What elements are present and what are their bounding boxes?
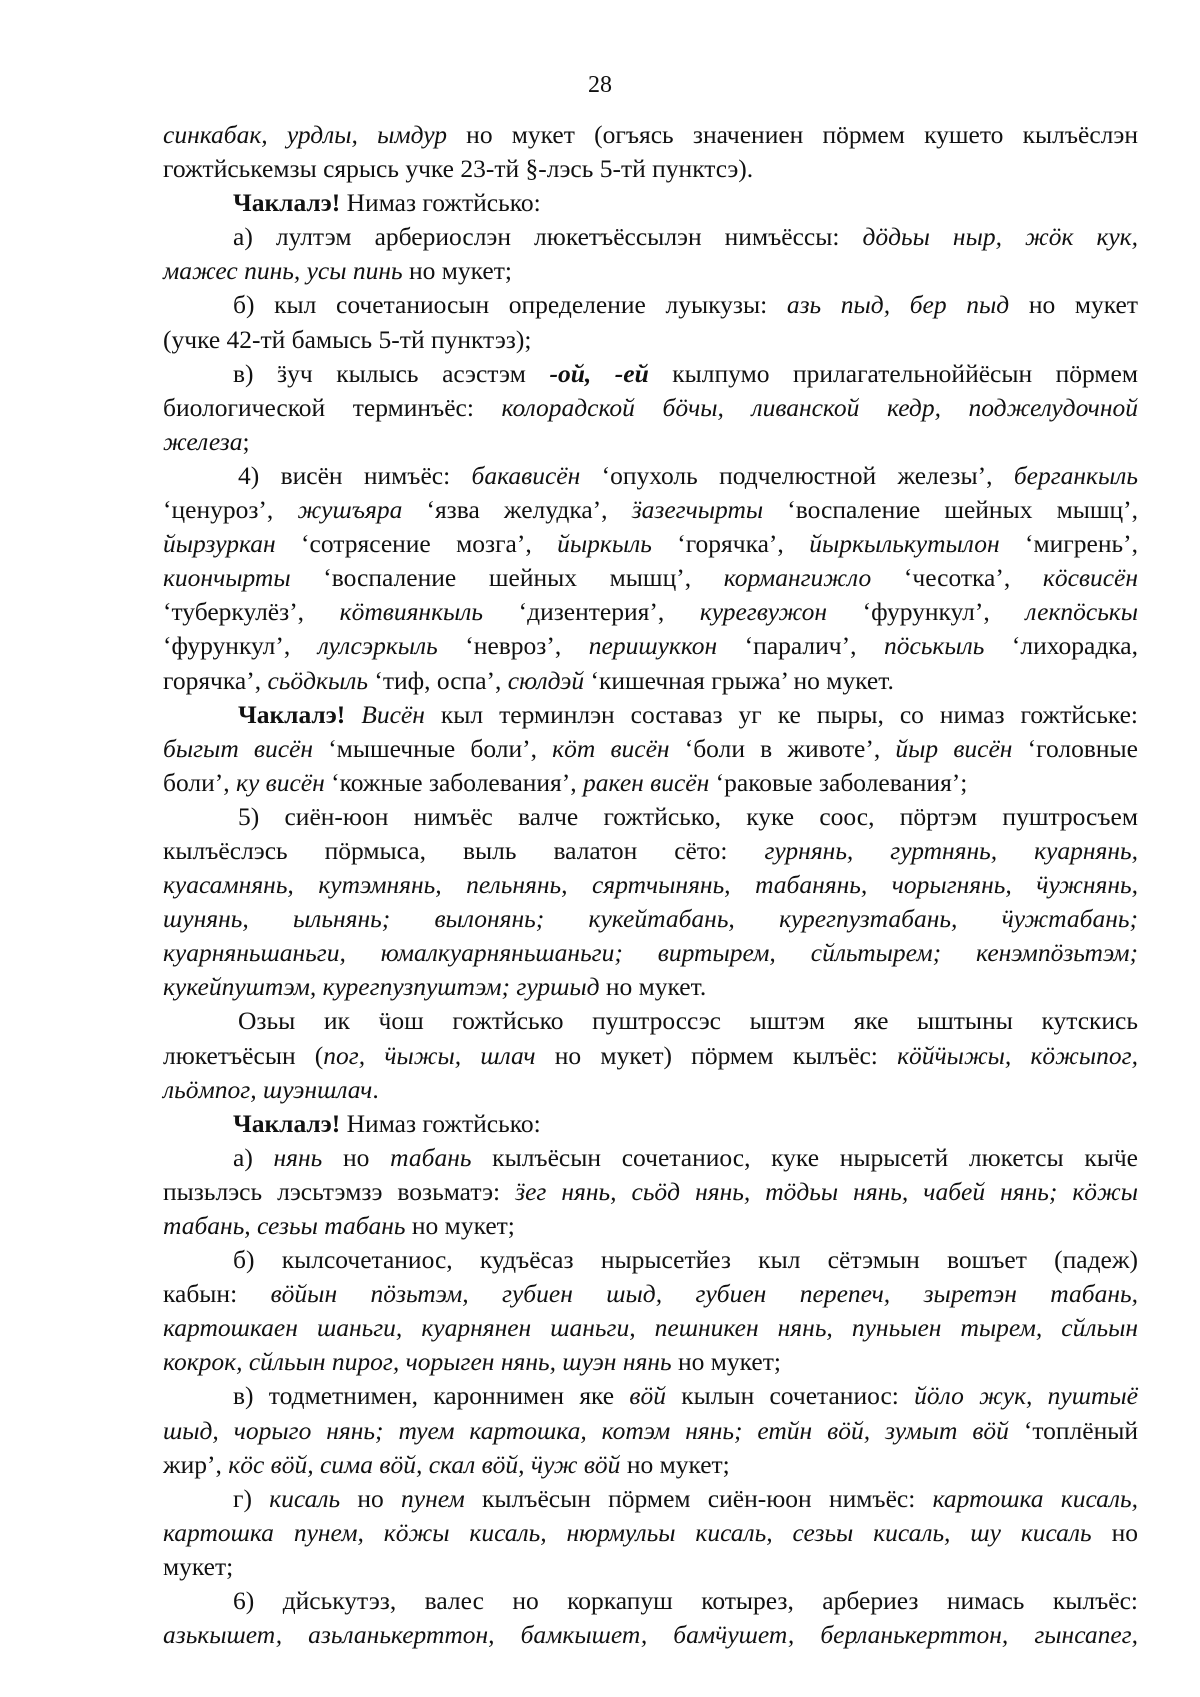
- text-line: Чаклалэ! Висён кыл терминлэн составаз уг ке пыры, со нимаз гожтйське:: [238, 699, 1138, 729]
- text-line: Озьы ик ӵош гожтйсько пуштроссэс ыштэм яке ыштыны кутскись: [238, 1006, 1138, 1036]
- text-line: пызьлэсь лэсьтэмзэ возьматэ: ӟег нянь, сьӧд нянь, тӧдьы нянь, чабей нянь; кӧжы: [163, 1176, 1138, 1206]
- text-line: кокрок, сйльын пирог, чорыген нянь, шуэн нянь но мукет;: [163, 1347, 781, 1377]
- text-line: кабын: вӧйын пӧзьтэм, губиен шыд, губиен перепеч, зыретэн табань,: [163, 1279, 1138, 1309]
- text-line: кылъёслэсь пӧрмыса, выль валатон сёто: гурнянь, гуртнянь, куарнянь,: [163, 835, 1138, 865]
- text-line: (учке 42-тй бамысь 5-тй пунктэз);: [163, 324, 532, 354]
- text-line: Чаклалэ! Нимаз гожтйсько:: [233, 188, 541, 218]
- text-line: б) кылсочетаниос, кудъёсаз нырысетйез кыл сётэмын вошъет (падеж): [233, 1245, 1138, 1275]
- text-line: азькышет, азьланькерттон, бамкышет, бамӵушет, берланькерттон, гынсапег,: [163, 1620, 1138, 1650]
- text-line: ‘ценуроз’, жушъяра ‘язва желудка’, ӟазегчырты ‘воспаление шейных мышц’,: [163, 495, 1139, 525]
- text-line: киончырты ‘воспаление шейных мышц’, кормангижло ‘чесотка’, кӧсвисён: [163, 563, 1138, 593]
- text-line: ‘туберкулёз’, кӧтвиянкыль ‘дизентерия’, курегвужон ‘фурункул’, лекпӧськы: [163, 597, 1138, 627]
- text-line: йырзуркан ‘сотрясение мозга’, йыркыль ‘горячка’, йыркылькутылон ‘мигрень’,: [163, 529, 1138, 559]
- text-line: синкабак, урдлы, ымдур но мукет (огъясь значениен пӧрмем кушето кылъёслэн: [163, 120, 1138, 149]
- text-line: табань, сезьы табань но мукет;: [163, 1211, 515, 1240]
- text-line: в) ӟуч кылысь асэстэм -ой, -ей кылпумо прилагательноййёсын пӧрмем: [233, 358, 1139, 388]
- text-line: люкетъёсын (пог, ӵыжы, шлач но мукет) пӧрмем кылъёс: кӧйӵыжы, кӧжыпог,: [163, 1040, 1138, 1070]
- text-line: Чаклалэ! Нимаз гожтйсько:: [233, 1108, 541, 1138]
- text-line: льӧмпог, шуэншлач.: [163, 1074, 379, 1104]
- text-line: биологической терминъёс: колорадской бӧчы, ливанской кедр, поджелудочной: [163, 392, 1138, 422]
- text-line: горячка’, сьӧдкыль ‘тиф, оспа’, сюлдэй ‘кишечная грыжа’ но мукет.: [163, 665, 894, 695]
- text-line: железа;: [163, 426, 250, 456]
- text-line: ‘фурункул’, лулсэркыль ‘невроз’, перишуккон ‘паралич’, пӧськыль ‘лихорадка,: [163, 631, 1138, 661]
- text-line: 5) сиён-юон нимъёс валче гожтйсько, куке соос, пӧртэм пуштросъем: [238, 801, 1138, 831]
- text-line: б) кыл сочетаниосын определение луыкузы: азь пыд, бер пыд но мукет: [233, 290, 1138, 320]
- text-line: куасамнянь, кутэмнянь, пельнянь, сяртчынянь, табанянь, чорыгнянь, ӵужнянь,: [163, 870, 1138, 900]
- text-line: г) кисаль но пунем кылъёсын пӧрмем сиён-юон нимъёс: картошка кисаль,: [233, 1483, 1139, 1513]
- text-line: а) лултэм арбериослэн люкетъёссылэн нимъёссы: дӧдьы ныр, жӧк кук,: [233, 222, 1138, 252]
- text-line: картошкаен шаньги, куарнянен шаньги, пешникен нянь, пуньыен тырем, сйльын: [163, 1313, 1138, 1343]
- text-line: боли’, ку висён ‘кожные заболевания’, ракен висён ‘раковые заболевания’;: [163, 767, 968, 797]
- document-body: [163, 118, 1138, 1652]
- text-line: 6) дйськутэз, валес но коркапуш котырез, арбериез нимась кылъёс:: [233, 1586, 1138, 1616]
- text-line: в) тодметнимен, кароннимен яке вӧй кылын сочетаниос: йӧло жук, пуштыё: [233, 1381, 1138, 1411]
- text-line: жир’, кӧс вӧй, сима вӧй, скал вӧй, ӵуж вӧй но мукет;: [163, 1449, 730, 1479]
- text-line: мажес пинь, усы пинь но мукет;: [163, 256, 512, 286]
- text-line: картошка пунем, кӧжы кисаль, нюрмульы кисаль, сезьы кисаль, шу кисаль но: [163, 1517, 1138, 1547]
- text-line: гожтйськемзы сярысь учке 23-тй §-лэсь 5-тй пунктсэ).: [163, 154, 754, 184]
- text-line: шыд, чорыго нянь; туем картошка, котэм нянь; етйн вӧй, зумыт вӧй ‘топлёный: [163, 1415, 1138, 1445]
- text-line: 4) висён нимъёс: бакависён ‘опухоль подчелюстной железы’, берганкыль: [238, 460, 1138, 490]
- text-line: мукет;: [163, 1551, 234, 1581]
- page-number: 28: [588, 72, 612, 98]
- text-line: а) нянь но табань кылъёсын сочетаниос, куке нырысетй люкетсы кыӵе: [233, 1142, 1138, 1172]
- text-line: шунянь, ыльнянь; вылонянь; кукейтабань, курегпузтабань, ӵужтабань;: [163, 904, 1138, 934]
- text-line: быгыт висён ‘мышечные боли’, кӧт висён ‘боли в животе’, йыр висён ‘головные: [163, 733, 1138, 763]
- text-line: кукейпуштэм, курегпузпуштэм; гуршыд но мукет.: [163, 972, 707, 1002]
- text-line: куарняньшаньги, юмалкуарняньшаньги; виртырем, сйльтырем; кенэмпӧзьтэм;: [163, 938, 1138, 968]
